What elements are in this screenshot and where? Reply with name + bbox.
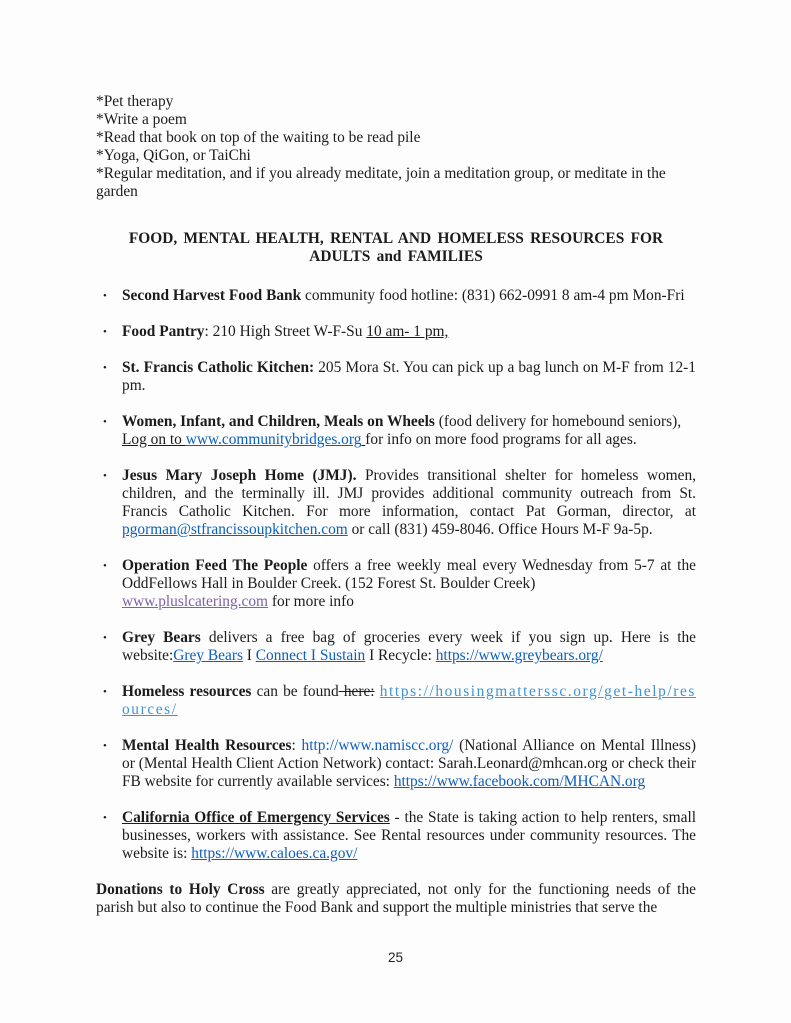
text-run: - the State is taking action to help renters, small businesses, workers with assistance. See Rental resources under community resources. The website is: (122, 809, 696, 862)
text-run: : (291, 737, 302, 754)
resource-bullet (96, 413, 696, 449)
text-run: Jesus Mary Joseph Home (JMJ). (122, 467, 357, 484)
resource-bullet (96, 629, 696, 665)
self-care-item: *Read that book on top of the waiting to be read pile (96, 129, 421, 146)
text-run: Food Pantry (122, 323, 205, 340)
resource-text (122, 359, 696, 395)
bullet-marker: • (103, 470, 107, 482)
text-run: Donations to Holy Cross (96, 881, 265, 898)
resource-text (122, 323, 696, 341)
resource-text (122, 557, 696, 611)
resource-text (122, 737, 696, 791)
text-run: offers a free weekly meal every Wednesday from 5-7 at the OddFellows Hall in Boulder Creek. (152 Forest St. Boulder Creek) (122, 557, 696, 592)
text-run: California Office of Emergency Services (122, 809, 390, 826)
text-run: delivers a free bag of groceries every week if you sign up. Here is the website: (122, 629, 697, 664)
self-care-item: *Write a poem (96, 111, 187, 128)
text-run: 10 am- 1 pm, (366, 323, 449, 340)
resource-bullet (96, 467, 696, 539)
text-run: Log on to (122, 431, 186, 448)
hyperlink[interactable]: https://www.greybears.org/ (435, 647, 603, 664)
resource-text (122, 683, 696, 719)
bullet-marker: • (103, 560, 107, 572)
resource-text (122, 809, 696, 863)
text-run: for info on more food programs for all ages. (365, 431, 637, 448)
resource-bullet (96, 359, 696, 395)
hyperlink[interactable]: https://www.caloes.ca.gov/ (191, 845, 358, 862)
resource-text (122, 413, 696, 449)
hyperlink[interactable]: https://www.facebook.com/MHCAN.org (393, 773, 646, 790)
hyperlink[interactable]: https://housingmatterssc.org/get-help/resources/ (122, 683, 696, 718)
text-run: (food delivery for homebound seniors) (434, 413, 678, 430)
text-run: are greatly appreciated, not only for the functioning needs of the parish but also to continue the Food Bank and support the multiple ministries that serve the (96, 881, 696, 916)
bullet-marker: • (103, 686, 107, 698)
text-run: can be found (251, 683, 339, 700)
text-run: community food hotline: (831) 662-0991 8 am-4 pm Mon-Fri (301, 287, 685, 304)
bullet-marker: • (103, 812, 107, 824)
text-run: Mental Health Resources (122, 737, 292, 754)
bullet-marker: • (103, 416, 107, 428)
resource-bullet (96, 287, 696, 305)
resource-bullet (96, 683, 696, 719)
resource-bullet (96, 809, 696, 863)
resource-bullet (96, 323, 696, 341)
resource-list (96, 287, 696, 863)
text-run: I (242, 647, 256, 664)
hyperlink[interactable]: http://www.namiscc.org/ (301, 737, 454, 754)
text-run: St. Francis Catholic Kitchen: (122, 359, 315, 376)
resource-bullet (96, 557, 696, 611)
text-run: (National Alliance on Mental Illness) or (Mental Health Client Action Network) contact: Sarah.Leonard@mhcan.org or check their FB website for currently available services: (122, 737, 696, 790)
text-run: Women, Infant, and Children, Meals on Wheels (122, 413, 435, 430)
text-run: Second Harvest Food Bank (122, 287, 302, 304)
self-care-item: *Regular meditation, and if you already meditate, join a meditation group, or meditate in the garden (96, 165, 666, 200)
donations-paragraph (96, 881, 696, 917)
hyperlink[interactable]: www.communitybridges.org (185, 431, 362, 448)
text-run: : 210 High Street W-F-Su (204, 323, 367, 340)
bullet-marker: • (103, 632, 107, 644)
text-run: here: (338, 683, 375, 700)
bullet-marker: • (103, 326, 107, 338)
text-run: Grey Bears (122, 629, 201, 646)
resource-text (122, 629, 696, 665)
text-run: Provides transitional shelter for homeless women, children, and the terminally ill. JMJ provides additional community outreach from St. Francis Catholic Kitchen. For more information, contact Pat Gorman, director, at (122, 467, 696, 520)
hyperlink[interactable]: Connect I Sustain (255, 647, 366, 664)
self-care-list (96, 93, 696, 201)
text-run: 205 Mora St. You can pick up a bag lunch on M-F from 12-1 pm. (122, 359, 696, 394)
bullet-marker: • (103, 740, 107, 752)
bullet-marker: • (103, 290, 107, 302)
self-care-item: *Pet therapy (96, 93, 174, 110)
text-run: for more info (268, 593, 354, 610)
resource-text (122, 467, 696, 539)
text-run: Operation Feed The People (122, 557, 308, 574)
bullet-marker: • (103, 362, 107, 374)
page-number: 25 (387, 950, 404, 965)
text-run: , (677, 413, 682, 430)
hyperlink[interactable]: pgorman@stfrancissoupkitchen.com (122, 521, 348, 538)
text-run: I Recycle: (365, 647, 436, 664)
resource-text (122, 287, 696, 305)
text-run: or call (831) 459-8046. Office Hours M-F 9a-5p. (347, 521, 653, 538)
section-heading: FOOD, MENTAL HEALTH, RENTAL AND HOMELESS RESOURCES FOR ADULTS and FAMILIES (128, 230, 664, 265)
text-run: Homeless resources (122, 683, 252, 700)
hyperlink[interactable]: www.pluslcatering.com (122, 593, 269, 610)
self-care-item: *Yoga, QiGon, or TaiChi (96, 147, 251, 164)
resource-bullet (96, 737, 696, 791)
hyperlink[interactable]: Grey Bears (173, 647, 243, 664)
